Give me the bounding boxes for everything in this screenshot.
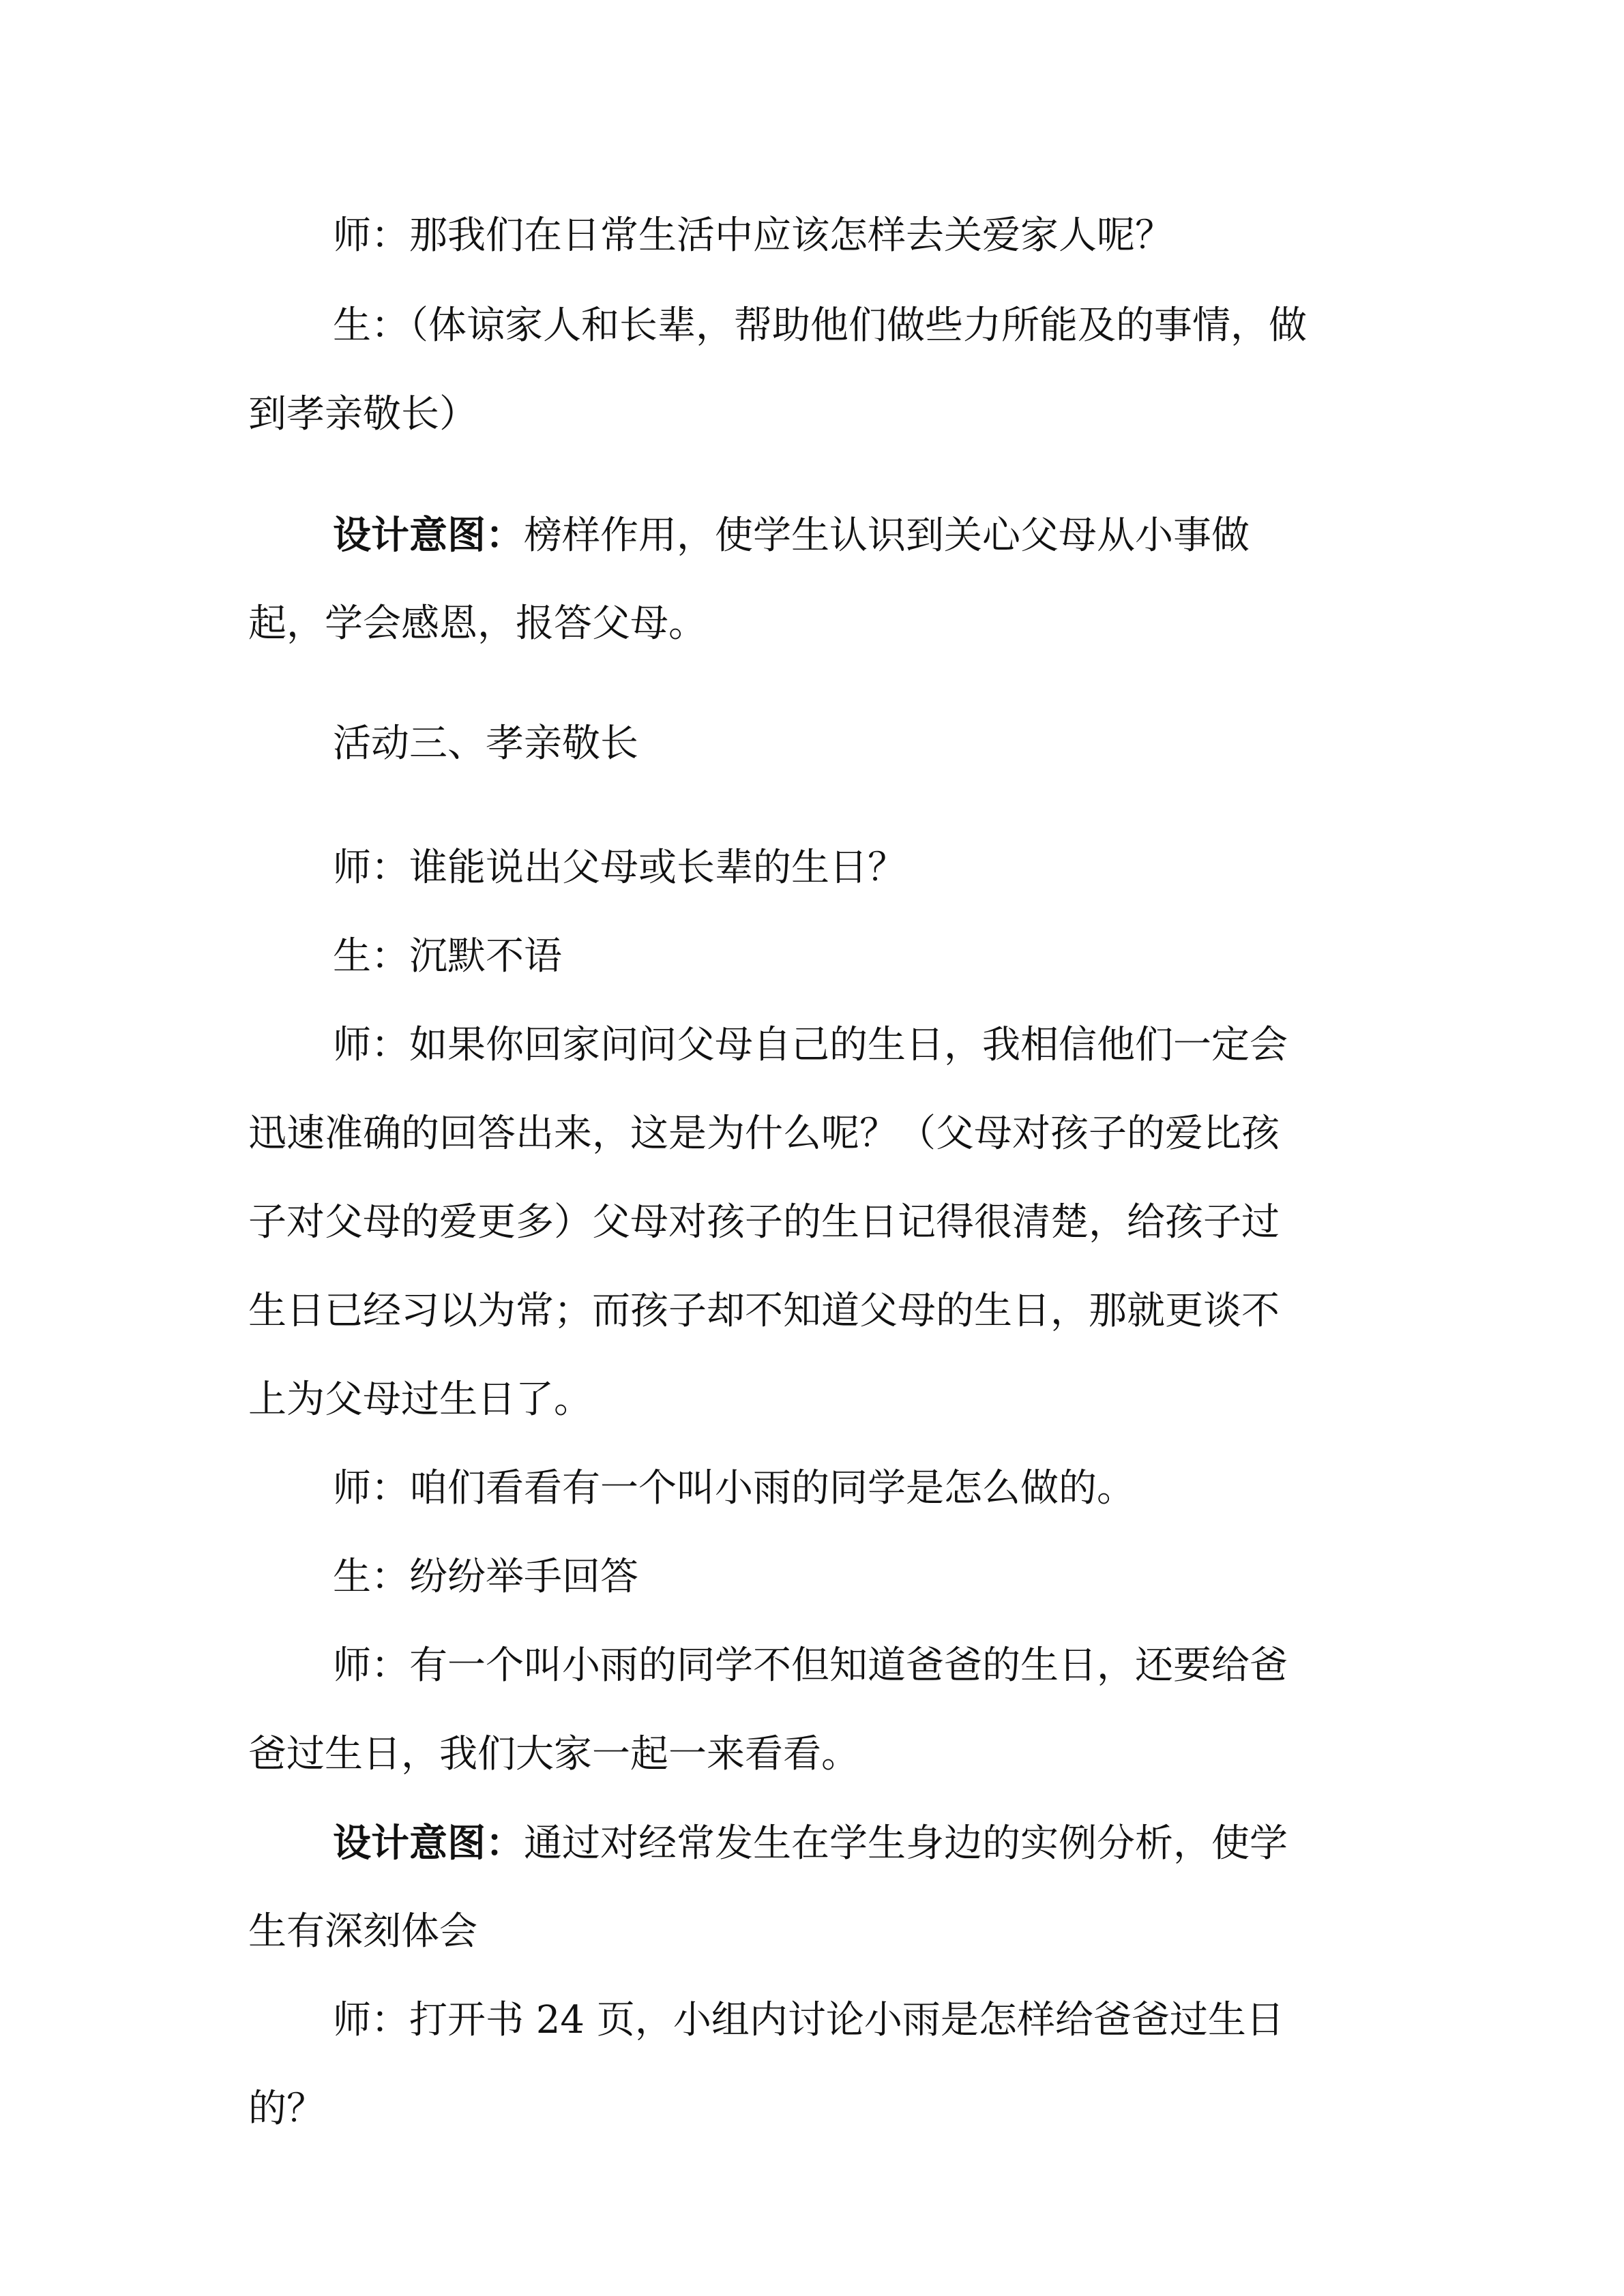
paragraph-teacher-explanation-line-5: 上为父母过生日了。	[248, 1377, 592, 1422]
paragraph-teacher-question-2: 师：谁能说出父母或长辈的生日？	[333, 846, 906, 890]
paragraph-design-intent-1-cont: 起，学会感恩，报答父母。	[248, 601, 707, 646]
paragraph-teacher-instruction: 师：打开书 24 页，小组内讨论小雨是怎样给爸爸过生日	[333, 1998, 1284, 2042]
paragraph-student-answer-2: 生：沉默不语	[333, 934, 562, 979]
paragraph-student-answer-1-cont: 到孝亲敬长）	[248, 392, 477, 436]
paragraph-student-answer-3: 生：纷纷举手回答	[333, 1555, 638, 1599]
paragraph-teacher-explanation: 师：如果你回家问问父母自己的生日，我相信他们一定会	[333, 1023, 1288, 1067]
paragraph-teacher-story: 师：有一个叫小雨的同学不但知道爸爸的生日，还要给爸	[333, 1643, 1288, 1688]
paragraph-teacher-question-1: 师：那我们在日常生活中应该怎样去关爱家人呢？	[333, 213, 1173, 258]
paragraph-teacher-story-cont: 爸过生日，我们大家一起一来看看。	[248, 1732, 859, 1776]
paragraph-design-intent-2-cont: 生有深刻体会	[248, 1909, 477, 1954]
design-intent-label: 设计意图：	[333, 1821, 524, 1866]
paragraph-teacher-instruction-cont: 的？	[248, 2087, 325, 2131]
paragraph-teacher-explanation-line-4: 生日已经习以为常；而孩子却不知道父母的生日，那就更谈不	[248, 1289, 1280, 1333]
paragraph-teacher-explanation-line-2: 迅速准确的回答出来，这是为什么呢？（父母对孩子的爱比孩	[248, 1112, 1280, 1156]
paragraph-design-intent-1: 设计意图：榜样作用，使学生认识到关心父母从小事做	[333, 513, 1250, 558]
section-heading-activity-3: 活动三、孝亲敬长	[333, 721, 638, 766]
paragraph-design-intent-2: 设计意图：通过对经常发生在学生身边的实例分析，使学	[333, 1821, 1288, 1866]
paragraph-teacher-statement: 师：咱们看看有一个叫小雨的同学是怎么做的。	[333, 1466, 1135, 1510]
paragraph-teacher-explanation-line-3: 子对父母的爱更多）父母对孩子的生日记得很清楚，给孩子过	[248, 1200, 1280, 1244]
design-intent-label: 设计意图：	[333, 513, 524, 558]
paragraph-student-answer-1: 生：（体谅家人和长辈，帮助他们做些力所能及的事情，做	[333, 303, 1307, 348]
